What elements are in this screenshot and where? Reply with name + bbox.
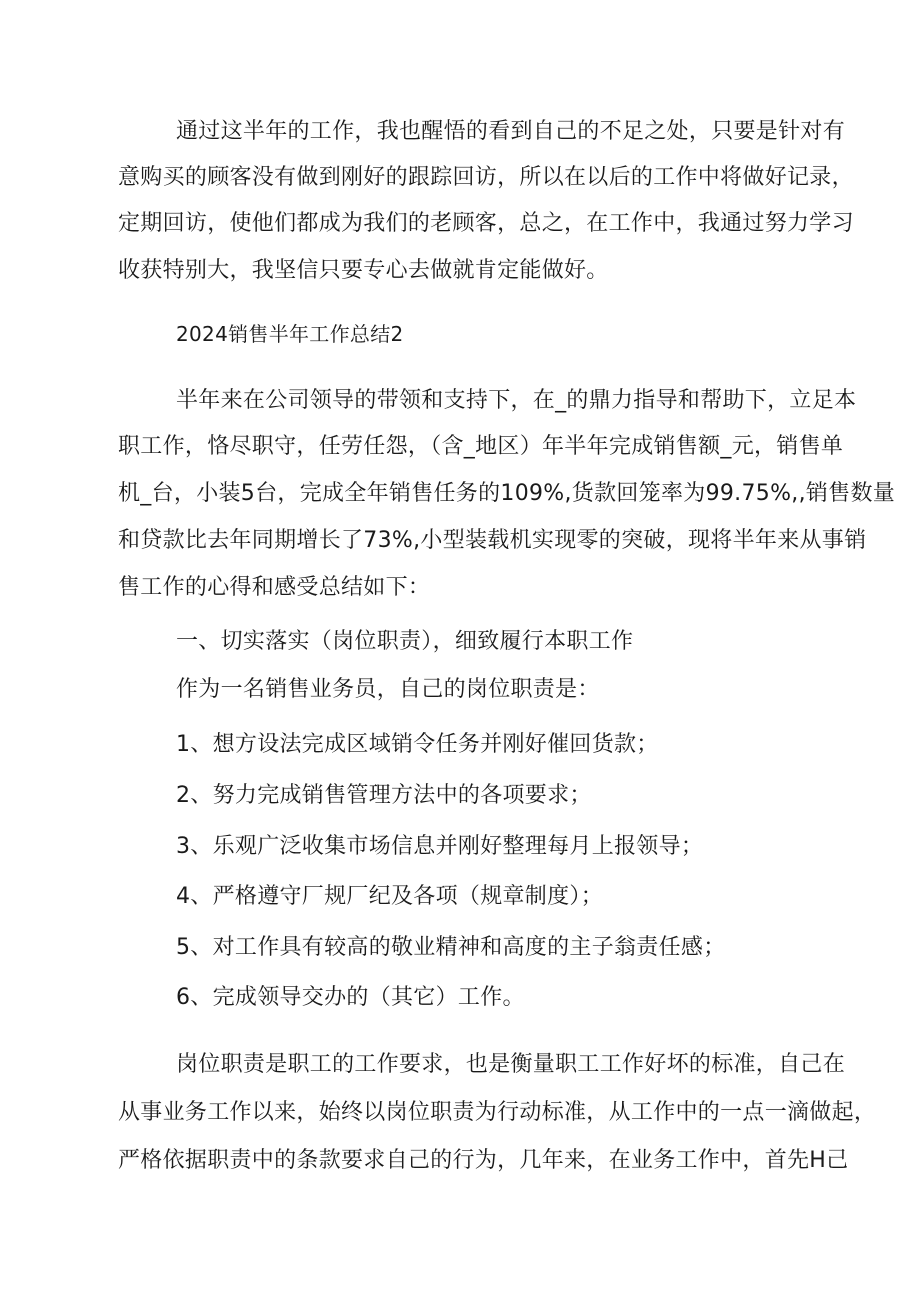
paragraph1-line-1: 通过这半年的工作，我也醒悟的看到自己的不足之处，只要是针对有 <box>176 119 846 144</box>
section-title: 2024销售半年工作总结2 <box>176 322 404 346</box>
paragraph1-line-3: 定期回访，使他们都成为我们的老顾客，总之，在工作中，我通过努力学习 <box>118 211 854 236</box>
paragraph1-line-4: 收获特别大，我坚信只要专心去做就肯定能做好。 <box>118 258 609 283</box>
duty-item-1: 1、想方设法完成区域销令任务并刚好催回货款； <box>176 732 659 757</box>
duty-item-2: 2、努力完成销售管理方法中的各项要求； <box>176 783 592 808</box>
duty-item-6: 6、完成领导交办的（其它）工作。 <box>176 985 525 1010</box>
paragraph3-line-2: 从事业务工作以来，始终以岗位职责为行动标准，从工作中的一点一滴做起， <box>118 1100 877 1125</box>
paragraph1-line-2: 意购买的顾客没有做到刚好的跟踪回访，所以在以后的工作中将做好记录， <box>118 165 854 190</box>
paragraph3-line-3: 严格依据职责中的条款要求自己的行为，几年来，在业务工作中，首先H己 <box>118 1148 849 1173</box>
paragraph2-line-1: 半年来在公司领导的带领和支持下，在_的鼎力指导和帮助下，立足本 <box>176 388 857 413</box>
paragraph2-line-2: 职工作，恪尽职守，任劳任怨，（含_地区）年半年完成销售额_元，销售单 <box>118 434 844 459</box>
duty-item-4: 4、严格遵守厂规厂纪及各项（规章制度）； <box>176 884 603 909</box>
duty-item-3: 3、乐观广泛收集市场信息并刚好整理每月上报领导； <box>176 834 704 859</box>
subheading: 一、切实落实（岗位职责），细致履行本职工作 <box>176 629 634 654</box>
duty-item-5: 5、对工作具有较高的敬业精神和高度的主子翁责任感； <box>176 935 726 960</box>
duties-intro: 作为一名销售业务员，自己的岗位职责是： <box>176 677 600 702</box>
paragraph2-line-4: 和贷款比去年同期增长了73%,小型装载机实现零的突破，现将半年来从事销 <box>118 528 867 553</box>
paragraph2-line-3: 机_台，小装5台，完成全年销售任务的109%,货款回笼率为99.75%,,销售数量 <box>118 481 896 506</box>
paragraph2-line-5: 售工作的心得和感受总结如下： <box>118 575 431 600</box>
paragraph3-line-1: 岗位职责是职工的工作要求，也是衡量职工工作好坏的标准，自己在 <box>176 1052 846 1077</box>
